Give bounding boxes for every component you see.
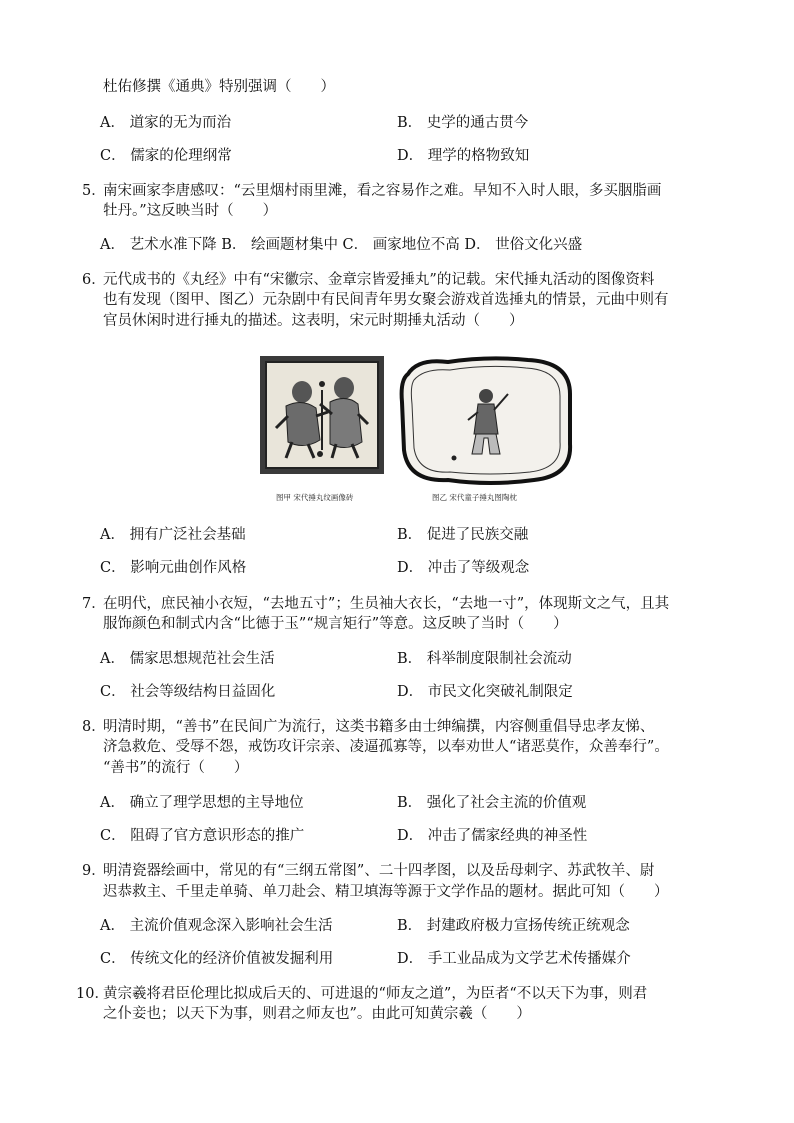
- q7-option-a[interactable]: A． 儒家思想规范社会生活: [100, 651, 275, 667]
- q10-number: 10．: [76, 986, 109, 1002]
- figure-a-caption: 图甲 宋代捶丸纹画像砖: [276, 493, 354, 502]
- q8-option-b[interactable]: B． 强化了社会主流的价值观: [397, 795, 587, 811]
- q8-stem-line: 济急救危、受辱不怨，戒饬攻讦宗亲、凌逼孤寡等，以奉劝世人“诸恶莫作，众善奉行”。: [103, 739, 669, 755]
- q8-number: 8．: [82, 719, 106, 735]
- q7-stem-line: 服饰颜色和制式内含“比德于玉”“规言矩行”等意。这反映了当时（ ）: [103, 616, 568, 632]
- q10-stem-line: 之仆妾也；以天下为事，则君之师友也”。由此可知黄宗羲（ ）: [103, 1006, 531, 1022]
- q5-stem-line: 牡丹。”这反映当时（ ）: [103, 203, 278, 219]
- q5-options[interactable]: A． 艺术水准下降 B． 绘画题材集中 C． 画家地位不高 D． 世俗文化兴盛: [100, 237, 583, 253]
- q4-option-c[interactable]: C． 儒家的伦理纲常: [100, 148, 232, 164]
- q6-stem-line: 也有发现（图甲、图乙）元杂剧中有民间青年男女聚会游戏首选捶丸的情景，元曲中则有: [103, 292, 669, 308]
- q6-stem-line: 元代成书的《丸经》中有“宋徽宗、金章宗皆爱捶丸”的记载。宋代捶丸活动的图像资料: [103, 272, 655, 288]
- figure-b-pillow-image: [402, 358, 570, 483]
- q9-option-a[interactable]: A． 主流价值观念深入影响社会生活: [100, 918, 333, 934]
- q7-option-b[interactable]: B． 科举制度限制社会流动: [397, 651, 572, 667]
- q6-option-c[interactable]: C． 影响元曲创作风格: [100, 560, 247, 576]
- q6-option-d[interactable]: D． 冲击了等级观念: [397, 560, 530, 576]
- q6-stem-line: 官员休闲时进行捶丸的描述。这表明，宋元时期捶丸活动（ ）: [103, 313, 524, 329]
- q7-stem-line: 在明代，庶民袖小衣短，“去地五寸”；生员袖大衣长，“去地一寸”，体现斯文之气，且其: [103, 596, 670, 612]
- q9-option-c[interactable]: C． 传统文化的经济价值被发掘利用: [100, 951, 334, 967]
- q7-option-d[interactable]: D． 市民文化突破礼制限定: [397, 684, 573, 700]
- q9-stem-line: 明清瓷器绘画中，常见的有“三纲五常图”、二十四孝图，以及岳母刺字、苏武牧羊、尉: [103, 863, 655, 879]
- q8-option-d[interactable]: D． 冲击了儒家经典的神圣性: [397, 828, 588, 844]
- q6-figure: [258, 354, 576, 508]
- q4-stem-line: 杜佑修撰《通典》特别强调（ ）: [103, 79, 335, 95]
- q10-stem-line: 黄宗羲将君臣伦理比拟成后天的、可进退的“师友之道”，为臣者“不以天下为事，则君: [103, 986, 648, 1002]
- q6-option-b[interactable]: B． 促进了民族交融: [397, 527, 529, 543]
- q9-option-d[interactable]: D． 手工业品成为文学艺术传播媒介: [397, 951, 631, 967]
- q4-option-d[interactable]: D． 理学的格物致知: [397, 148, 530, 164]
- q5-stem-line: 南宋画家李唐感叹：“云里烟村雨里滩，看之容易作之难。早知不入时人眼，多买胭脂画: [103, 183, 662, 199]
- q4-option-a[interactable]: A． 道家的无为而治: [100, 115, 232, 131]
- q8-stem-line: “善书”的流行（ ）: [103, 760, 249, 776]
- q8-option-c[interactable]: C． 阻碍了官方意识形态的推广: [100, 828, 305, 844]
- q9-stem-line: 迟恭救主、千里走单骑、单刀赴会、精卫填海等源于文学作品的题材。据此可知（ ）: [103, 884, 669, 900]
- q9-option-b[interactable]: B． 封建政府极力宣扬传统正统观念: [397, 918, 630, 934]
- q6-option-a[interactable]: A． 拥有广泛社会基础: [100, 527, 246, 543]
- figure-a-brick-image: [260, 356, 384, 474]
- figure-b-caption: 图乙 宋代童子捶丸图陶枕: [432, 493, 517, 502]
- q5-number: 5．: [82, 183, 106, 199]
- q7-option-c[interactable]: C． 社会等级结构日益固化: [100, 684, 276, 700]
- q7-number: 7．: [82, 596, 106, 612]
- q8-option-a[interactable]: A． 确立了理学思想的主导地位: [100, 795, 304, 811]
- q6-number: 6．: [82, 272, 106, 288]
- q9-number: 9．: [82, 863, 106, 879]
- q8-stem-line: 明清时期，“善书”在民间广为流行，这类书籍多由士绅编撰，内容侧重倡导忠孝友悌、: [103, 719, 655, 735]
- q4-option-b[interactable]: B． 史学的通古贯今: [397, 115, 529, 131]
